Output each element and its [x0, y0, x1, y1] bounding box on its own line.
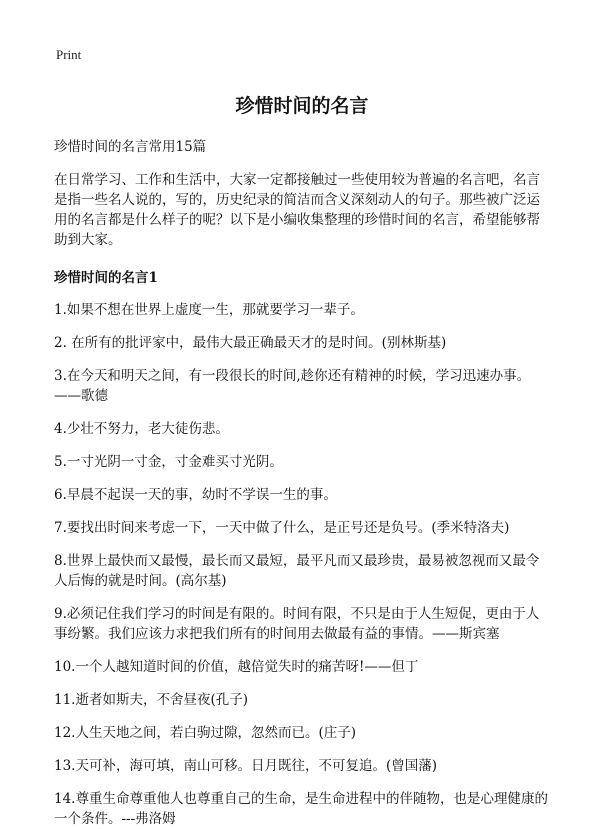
section-heading: 珍惜时间的名言1	[54, 270, 158, 286]
quote-item: 7.要找出时间来考虑一下，一天中做了什么，是正号还是负号。(季米特洛夫)	[54, 520, 510, 536]
quote-item: 6.早晨不起误一天的事，幼时不学误一生的事。	[54, 487, 337, 503]
print-link[interactable]: Print	[56, 47, 82, 62]
intro-paragraph: 在日常学习、工作和生活中，大家一定都接触过一些使用较为普遍的名言吧，名言是指一些名人说的，写的，历史纪录的简洁而含义深刻动人的句子。那些被广泛运用的名言都是什么样子的呢？以下是小编收集整理的珍惜时间的名言，希望能够帮助到大家。	[54, 172, 540, 248]
quote-item: 9.必须记住我们学习的时间是有限的。时间有限，不只是由于人生短促，更由于人事纷繁。我们应该力求把我们所有的时间用去做最有益的事情。——斯宾塞	[54, 606, 540, 642]
quote-list	[54, 300, 550, 829]
page-title: 珍惜时间的名言	[235, 95, 369, 117]
article-subtitle: 珍惜时间的名言常用15篇	[54, 139, 207, 155]
quote-item: 1.如果不想在世界上虚度一生，那就要学习一辈子。	[54, 302, 364, 318]
quote-item: 4.少壮不努力，老大徒伤悲。	[54, 421, 229, 437]
quote-item: 5.一寸光阴一寸金，寸金难买寸光阴。	[54, 454, 283, 470]
quote-item: 13.天可补，海可填，南山可移。日月既往，不可复追。(曾国藩)	[54, 758, 438, 774]
quote-item: 2. 在所有的批评家中，最伟大最正确最天才的是时间。(别林斯基)	[54, 335, 447, 351]
quote-item: 12.人生天地之间，若白驹过隙，忽然而已。(庄子)	[54, 725, 357, 741]
quote-item: 14.尊重生命尊重他人也尊重自己的生命，是生命进程中的伴随物，也是心理健康的一个条件。---弗洛姆	[54, 791, 548, 827]
quote-item: 3.在今天和明天之间，有一段很长的时间,趁你还有精神的时候，学习迅速办事。——歌德	[54, 368, 531, 404]
quote-item: 8.世界上最快而又最慢，最长而又最短，最平凡而又最珍贵，最易被忽视而又最令人后悔的就是时间。(高尔基)	[54, 553, 540, 589]
quote-item: 10.一个人越知道时间的价值，越倍觉失时的痛苦呀!——但丁	[54, 659, 419, 675]
quote-item: 11.逝者如斯夫，不舍昼夜(孔子)	[54, 692, 249, 708]
